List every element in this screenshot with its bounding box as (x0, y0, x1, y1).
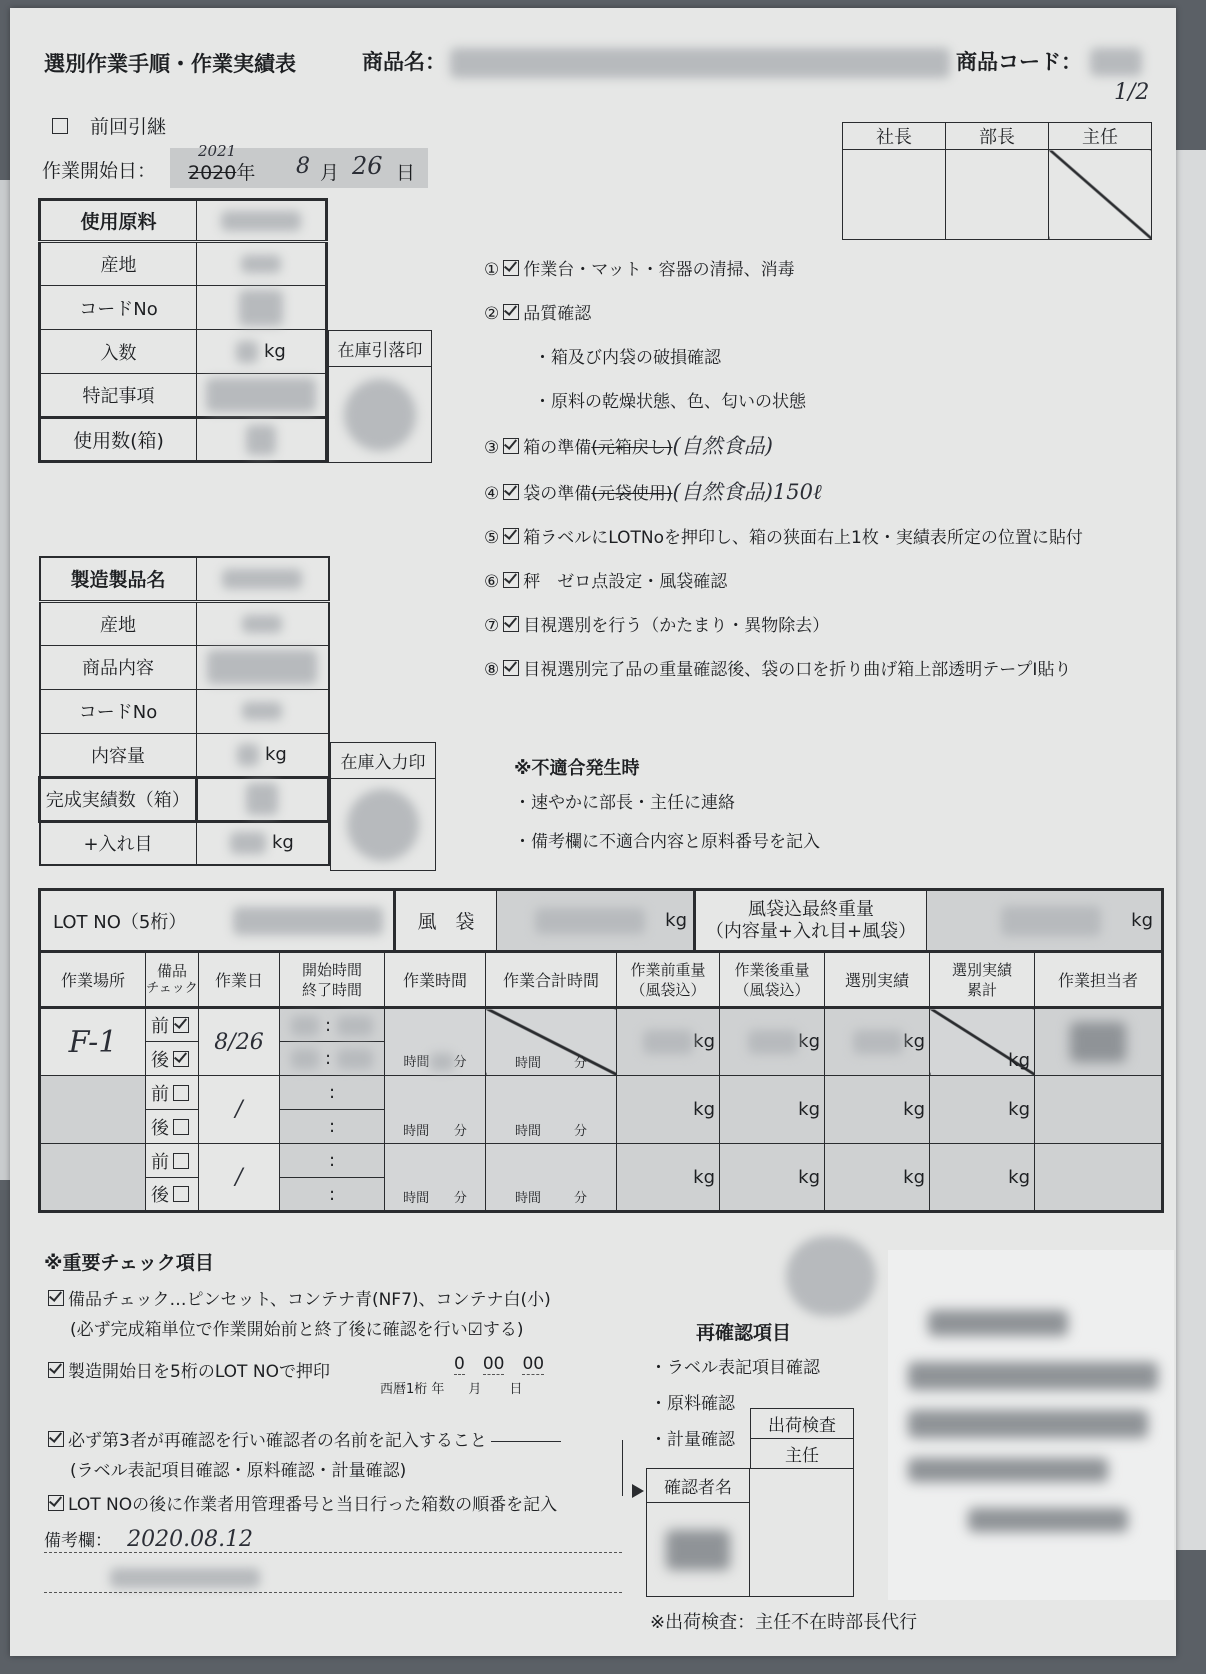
checkbox-icon[interactable] (48, 1362, 64, 1378)
product-value[interactable]: kg (196, 821, 329, 865)
work-place-cell[interactable] (40, 1144, 146, 1212)
total-time-cell[interactable]: 時間 分 (486, 1076, 617, 1144)
checkbox-icon[interactable] (48, 1495, 64, 1511)
lot-no-value[interactable] (223, 890, 395, 952)
col-header: 作業時間 (385, 952, 486, 1008)
materials-value[interactable] (197, 286, 327, 330)
product-value[interactable] (196, 689, 329, 733)
redacted-stamp (786, 1236, 876, 1316)
materials-row-label: コードNo (40, 286, 197, 330)
sort-result-cell[interactable]: kg (825, 1144, 930, 1212)
materials-table (38, 198, 328, 463)
start-time-cell[interactable]: : (280, 1076, 385, 1110)
important-item[interactable]: LOT NOの後に作業者用管理番号と当日行った箱数の順番を記入 (44, 1490, 561, 1520)
label-sticker (888, 1250, 1174, 1600)
col-header: 作業合計時間 (486, 952, 617, 1008)
materials-value[interactable] (197, 242, 327, 286)
materials-stamp-area[interactable] (329, 367, 432, 463)
work-place-cell[interactable] (40, 1076, 146, 1144)
sheet-title: 選別作業手順・作業実績表 (44, 52, 296, 76)
checkbox-icon[interactable] (503, 660, 519, 676)
operator-cell[interactable] (1035, 1008, 1163, 1076)
checkbox-icon[interactable] (503, 484, 519, 500)
work-time-cell[interactable]: 時間 分 (385, 1076, 486, 1144)
work-time-cell[interactable]: 時間 分 (385, 1144, 486, 1212)
nonconformance-notes (514, 752, 820, 864)
product-value[interactable] (196, 777, 329, 821)
checkbox-icon[interactable] (173, 1051, 189, 1067)
materials-row-label: 産地 (40, 242, 197, 286)
recheck-title: 再確認項目 (696, 1322, 792, 1344)
product-value[interactable] (196, 601, 329, 645)
sort-cumulative-cell[interactable]: kg (930, 1076, 1035, 1144)
important-item[interactable]: 備品チェック…ピンセット、コンテナ青(NF7)、コンテナ白(小) (44, 1285, 551, 1315)
approval-president-stamp[interactable] (843, 150, 946, 240)
start-date (42, 156, 156, 183)
materials-row-label: 使用原料 (40, 200, 197, 242)
total-time-cell[interactable]: 時間 分 (486, 1008, 617, 1076)
checkbox-icon[interactable] (503, 260, 519, 276)
checkbox-icon[interactable] (503, 572, 519, 588)
recheck-item: ・原料確認 (650, 1394, 735, 1414)
important-note: (ラベル表記項目確認・原料確認・計量確認) (70, 1461, 407, 1481)
weight-before-cell[interactable]: kg (617, 1076, 720, 1144)
lot-header-table (38, 888, 1164, 953)
approval-manager-stamp[interactable] (946, 150, 1049, 240)
remarks-handwritten: 2020.08.12 (127, 1527, 254, 1552)
equip-check-before[interactable]: 前 (146, 1008, 199, 1042)
checkbox-icon[interactable] (503, 528, 519, 544)
remarks-rule (44, 1552, 622, 1553)
tare-value[interactable]: kg (497, 890, 695, 952)
materials-value[interactable] (197, 374, 327, 418)
start-date-label: 作業開始日： (42, 160, 157, 182)
year-printed: 2020年 (188, 162, 256, 184)
approval-manager-header: 部長 (946, 123, 1049, 150)
lot-no-label: LOT NO（5桁） (40, 890, 224, 952)
important-item[interactable]: 必ず第3者が再確認を行い確認者の名前を記入すること (44, 1426, 561, 1456)
col-header: 作業場所 (40, 952, 146, 1008)
equip-check-before[interactable]: 前 (146, 1144, 199, 1178)
confirmer-table (646, 1468, 854, 1597)
materials-value[interactable] (197, 418, 327, 462)
final-weight-value[interactable]: kg (927, 890, 1163, 952)
redacted-product-code (1090, 48, 1142, 76)
product-value[interactable] (196, 645, 329, 689)
operator-cell[interactable] (1035, 1076, 1163, 1144)
important-title: ※重要チェック項目 (44, 1252, 214, 1274)
ship-check-label: 出荷検査 (751, 1409, 854, 1439)
materials-row-label: 使用数(箱) (40, 418, 197, 462)
carry-over-label: 前回引継 (90, 116, 167, 138)
work-table (38, 950, 1164, 1213)
page-mark: 1/2 (1114, 80, 1150, 105)
product-code-label: 商品コード： (956, 50, 1082, 74)
end-time-cell[interactable]: : (280, 1178, 385, 1212)
work-date-cell[interactable]: 8/26 (199, 1008, 280, 1076)
recheck-item: ・ラベル表記項目確認 (650, 1358, 820, 1378)
step-item[interactable]: ④ 袋の準備(元袋使用)(自然食品)150ℓ (484, 480, 822, 504)
materials-row-label: 特記事項 (40, 374, 197, 418)
checkbox-icon[interactable] (503, 616, 519, 632)
arrow-icon (632, 1484, 644, 1498)
redacted-product-name (450, 48, 950, 78)
product-name-label: 商品名： (362, 50, 446, 74)
step-item[interactable]: ⑥ 秤 ゼロ点設定・風袋確認 (484, 572, 728, 592)
step-item[interactable]: ③ 箱の準備(元箱戻し)(自然食品) (484, 434, 773, 458)
materials-value[interactable]: kg (197, 330, 327, 374)
equip-check-after[interactable]: 後 (146, 1110, 199, 1144)
start-date-box (170, 142, 428, 188)
col-header: 作業担当者 (1035, 952, 1163, 1008)
work-date-cell[interactable]: / (199, 1076, 280, 1144)
product-stamp-area[interactable] (331, 779, 436, 871)
ship-check-chief: 主任 (751, 1439, 854, 1469)
remarks-rule (44, 1592, 622, 1593)
product-row-label: コードNo (40, 689, 197, 733)
footnote: ※出荷検査：主任不在時部長代行 (650, 1612, 918, 1633)
checkbox-icon[interactable] (503, 438, 519, 454)
approval-president-header: 社長 (843, 123, 946, 150)
product-value[interactable]: kg (196, 733, 329, 777)
weight-after-cell[interactable]: kg (720, 1076, 825, 1144)
ship-check-table (750, 1408, 854, 1469)
equip-check-after[interactable]: 後 (146, 1178, 199, 1212)
checkbox-icon[interactable] (173, 1017, 189, 1033)
checkbox-icon[interactable] (48, 1431, 64, 1447)
approval-table (842, 122, 1152, 240)
materials-row-label: 入数 (40, 330, 197, 374)
final-weight-label: 風袋込最終重量 （内容量+入れ目+風袋） (695, 890, 927, 952)
work-time-cell[interactable]: 時間 分 (385, 1008, 486, 1076)
lot-digits: 0 00 00 (454, 1354, 545, 1374)
procedure-steps (484, 248, 1083, 692)
background-paper-right (1176, 150, 1206, 1550)
product-stamp-label: 在庫入力印 (331, 743, 436, 779)
end-time-cell[interactable]: : (280, 1042, 385, 1076)
step-item[interactable]: ⑦ 目視選別を行う（かたまり・異物除去） (484, 616, 830, 636)
checkbox-icon[interactable] (503, 304, 519, 320)
sort-cumulative-cell[interactable]: kg (930, 1008, 1035, 1076)
materials-stamp-label: 在庫引落印 (329, 331, 432, 367)
month-handwritten: 8 (296, 154, 310, 179)
day-handwritten: 26 (352, 152, 383, 180)
sort-result-cell[interactable]: kg (825, 1008, 930, 1076)
checkbox-icon[interactable] (173, 1186, 189, 1202)
equip-check-after[interactable]: 後 (146, 1042, 199, 1076)
weight-after-cell[interactable]: kg (720, 1144, 825, 1212)
operator-cell[interactable] (1035, 1144, 1163, 1212)
background-paper-left (0, 180, 10, 1180)
important-item[interactable]: 製造開始日を5桁のLOT NOで押印 (44, 1357, 551, 1379)
redacted-remarks (110, 1568, 260, 1588)
weight-before-cell[interactable]: kg (617, 1144, 720, 1212)
product-table (38, 556, 330, 866)
connector-line-vertical (622, 1440, 623, 1496)
confirmer-name[interactable] (647, 1503, 750, 1597)
col-header: 選別実績 (825, 952, 930, 1008)
col-header: 作業前重量 （風袋込） (617, 952, 720, 1008)
step-item[interactable]: ① 作業台・マット・容器の清掃、消毒 (484, 260, 795, 280)
product-row-label: 製造製品名 (40, 557, 197, 601)
sort-result-cell[interactable]: kg (825, 1076, 930, 1144)
weight-after-cell[interactable]: kg (720, 1008, 825, 1076)
confirmer-label: 確認者名 (647, 1469, 750, 1503)
tare-label: 風 袋 (395, 890, 497, 952)
step-item[interactable]: ⑧ 目視選別完了品の重量確認後、袋の口を折り曲げ箱上部透明テープI貼り (484, 660, 1072, 680)
work-date-cell[interactable]: / (199, 1144, 280, 1212)
materials-value[interactable] (197, 200, 327, 242)
col-header: 作業日 (199, 952, 280, 1008)
remarks-label: 備考欄： (44, 1531, 112, 1551)
checkbox-icon[interactable] (52, 118, 68, 134)
materials-stamp-table (328, 330, 432, 463)
step-subitem: ・箱及び内袋の破損確認 (534, 348, 721, 368)
nonconformance-line: ・備考欄に不適合内容と原料番号を記入 (514, 832, 820, 852)
product-row-label: 完成実績数（箱） (40, 777, 197, 821)
col-header: 選別実績 累計 (930, 952, 1035, 1008)
month-unit: 月 (320, 162, 340, 184)
weight-before-cell[interactable]: kg (617, 1008, 720, 1076)
step-item[interactable]: ⑤ 箱ラベルにLOTNoを押印し、箱の狭面右上1枚・実績表所定の位置に貼付 (484, 528, 1083, 548)
nonconformance-title: ※不適合発生時 (514, 758, 640, 779)
carry-over-check[interactable] (48, 112, 166, 139)
start-time-cell[interactable]: : (280, 1144, 385, 1178)
start-time-cell[interactable]: : (280, 1008, 385, 1042)
col-header: 備品 チェック (146, 952, 199, 1008)
work-place-cell[interactable]: F-1 (40, 1008, 146, 1076)
product-row-label: 内容量 (40, 733, 197, 777)
end-time-cell[interactable]: : (280, 1110, 385, 1144)
day-unit: 日 (396, 162, 416, 184)
checkbox-icon[interactable] (173, 1085, 189, 1101)
total-time-cell[interactable]: 時間 分 (486, 1144, 617, 1212)
col-header: 作業後重量 （風袋込） (720, 952, 825, 1008)
checkbox-icon[interactable] (48, 1290, 64, 1306)
lot-digit-units: 西暦1桁 年 月 日 (380, 1382, 523, 1397)
equip-check-before[interactable]: 前 (146, 1076, 199, 1110)
year-handwritten: 2021 (198, 142, 237, 160)
approval-chief-stamp[interactable] (1049, 150, 1152, 240)
work-record-sheet (10, 8, 1176, 1656)
product-row-label: 商品内容 (40, 645, 197, 689)
col-header: 開始時間 終了時間 (280, 952, 385, 1008)
checkbox-icon[interactable] (173, 1119, 189, 1135)
important-checks-lower (44, 1426, 561, 1520)
important-note: (必ず完成箱単位で作業開始前と終了後に確認を行い☑する) (70, 1320, 524, 1340)
product-stamp-table (330, 742, 436, 871)
product-row-label: 産地 (40, 601, 197, 645)
sort-cumulative-cell[interactable]: kg (930, 1144, 1035, 1212)
nonconformance-line: ・速やかに部長・主任に連絡 (514, 793, 735, 813)
checkbox-icon[interactable] (173, 1153, 189, 1169)
step-subitem: ・原料の乾燥状態、色、匂いの状態 (534, 392, 806, 412)
ship-check-stamp[interactable] (750, 1469, 854, 1597)
step-item[interactable]: ② 品質確認 (484, 304, 592, 324)
product-row-label: +入れ目 (40, 821, 197, 865)
product-value[interactable] (196, 557, 329, 601)
approval-chief-header: 主任 (1049, 123, 1152, 150)
remarks-line[interactable] (44, 1526, 624, 1554)
recheck-item: ・計量確認 (650, 1430, 735, 1450)
